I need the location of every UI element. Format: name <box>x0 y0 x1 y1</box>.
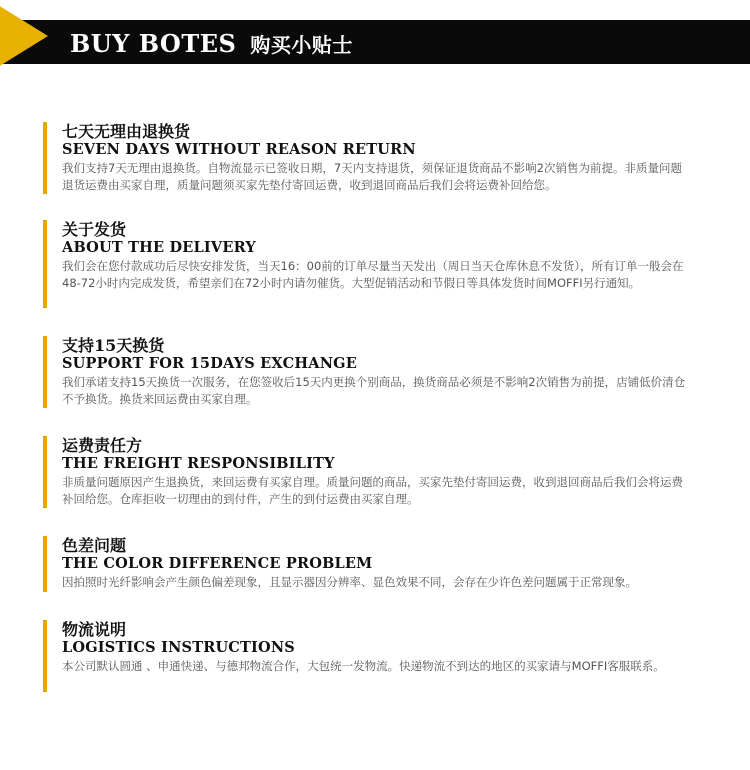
section-freight <box>43 436 693 508</box>
section-description: 我们承诺支持15天换货一次服务，在您签收后15天内更换个别商品，换货商品必须是不影响2次销售为前提，店铺低价清仓不予换货。换货来回运费由买家自理。 <box>62 375 686 406</box>
section-description: 我们会在您付款成功后尽快安排发货，当天16：00前的订单尽量当天发出（周日当天仓库休息不发货），所有订单一般会在48-72小时内完成发货，希望亲们在72小时内请勿催货。大型促销活动和节假日等具体发货时间MOFFI另行通知。 <box>62 259 684 290</box>
page-title-cn: 购买小贴士 <box>250 33 353 57</box>
section-title-cn: 物流说明 <box>62 620 127 639</box>
section-title-cn: 色差问题 <box>62 536 127 555</box>
section-title-en: LOGISTICS INSTRUCTIONS <box>62 639 295 656</box>
section-description: 本公司默认圆通 、申通快递、与德邦物流合作，大包统一发物流。快递物流不到达的地区的买家请与MOFFI客服联系。 <box>62 659 665 673</box>
section-title-cn: 七天无理由退换货 <box>62 122 191 141</box>
section-title-en: THE COLOR DIFFERENCE PROBLEM <box>62 555 373 572</box>
section-seven-day-return <box>43 122 693 194</box>
section-title-en: SUPPORT FOR 15DAYS EXCHANGE <box>62 355 357 372</box>
section-accent-bar <box>43 620 47 692</box>
page-title <box>70 29 353 58</box>
section-title-en: ABOUT THE DELIVERY <box>62 239 256 256</box>
section-title-en: SEVEN DAYS WITHOUT REASON RETURN <box>62 141 416 158</box>
section-accent-bar <box>43 436 47 508</box>
section-accent-bar <box>43 536 47 592</box>
section-description: 因拍照时光纤影响会产生颜色偏差现象，且显示器因分辨率、显色效果不同，会存在少许色差问题属于正常现象。 <box>62 575 637 589</box>
section-title-cn: 支持15天换货 <box>62 336 165 355</box>
section-delivery <box>43 220 693 292</box>
page-title-en: BUY BOTES <box>70 29 237 58</box>
header-accent-arrow <box>0 0 48 72</box>
section-accent-bar <box>43 220 47 308</box>
section-title-en: THE FREIGHT RESPONSIBILITY <box>62 455 335 472</box>
section-logistics <box>43 620 693 675</box>
section-title-cn: 关于发货 <box>62 220 127 239</box>
section-accent-bar <box>43 336 47 408</box>
section-title-cn: 运费责任方 <box>62 436 143 455</box>
section-15day-exchange <box>43 336 693 408</box>
section-description: 非质量问题原因产生退换货，来回运费有买家自理。质量问题的商品，买家先垫付寄回运费，收到退回商品后我们会将运费补回给您。仓库拒收一切理由的到付件，产生的到付运费由买家自理。 <box>62 475 683 506</box>
section-accent-bar <box>43 122 47 194</box>
section-description: 我们支持7天无理由退换货。自物流显示已签收日期，7天内支持退货，须保证退货商品不影响2次销售为前提。非质量问题退货运费由买家自理，质量问题须买家先垫付寄回运费，收到退回商品后我们会将运费补回给您。 <box>62 161 682 192</box>
section-color-difference <box>43 536 693 591</box>
